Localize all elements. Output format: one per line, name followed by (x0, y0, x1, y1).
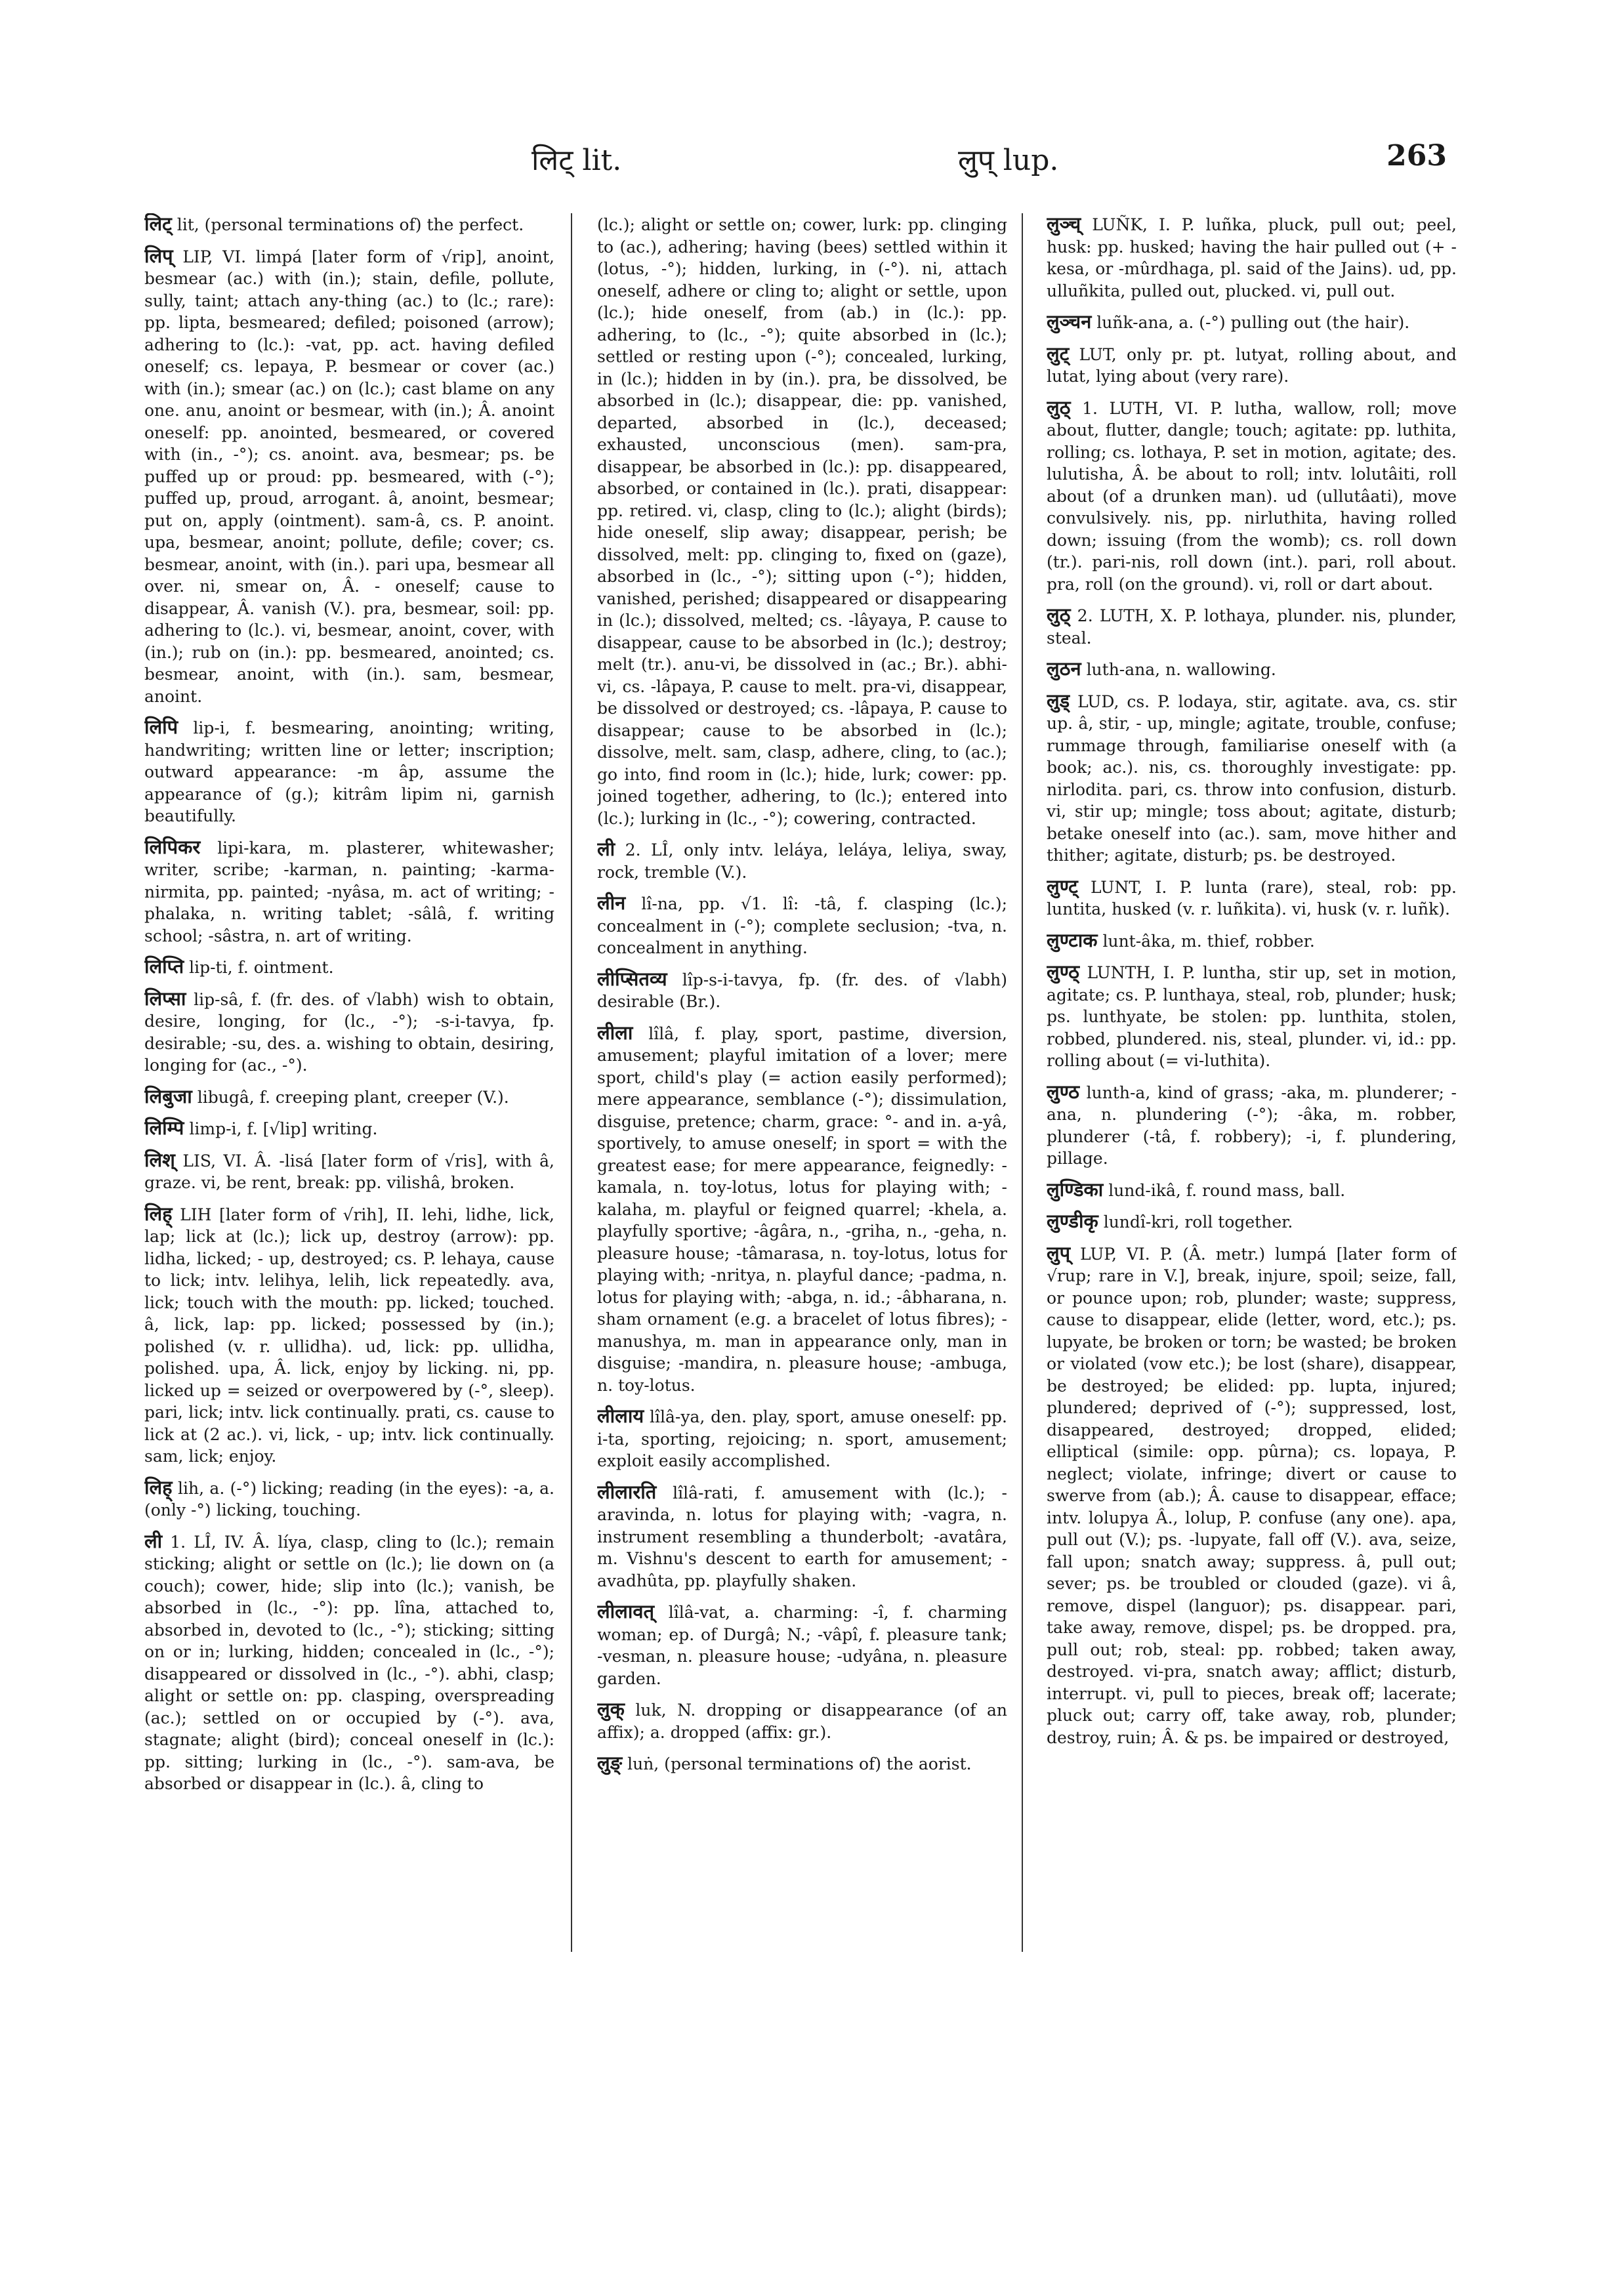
entry-headword: लुण्ठ् (1047, 961, 1079, 983)
dictionary-entry (597, 1481, 1007, 1592)
entry-headword: लिप्सा (144, 987, 186, 1010)
entry-headword: लुङ् (597, 1752, 623, 1774)
entry-text: LUD, cs. P. lodaya, stir, agitate. ava, cs. stir up. â, stir, - up, mingle; agitate, trouble, confuse; rummage through, familiarise oneself with (a book; ac.). nis, cs. thoroughly investigate: pp. nirlodita. pari, cs. throw into confusion, disturb. vi, stir up; mingle; toss about; agitate, disturb; betake oneself into (ac.). sam, move hither and thither; agitate, disturb; ps. be destroyed. (1047, 692, 1457, 865)
running-head-center: लुप् lup. (958, 144, 1059, 177)
entry-text: LUÑK, I. P. luñka, pluck, pull out; peel, husk: pp. husked; having the hair pulled out (+ -kesa, or -mûrdhaga, pl. said of the Jains). ud, pp. ulluñkita, pulled out, plucked. vi, pull out. (1047, 215, 1457, 300)
dictionary-entry (144, 988, 554, 1077)
entry-text: LIP, VI. limpá [later form of √rip], anoint, besmear (ac.) with (in.); stain, defile, pollute, sully, taint; attach any-thing (ac.) to (lc.; rare): pp. lipta, besmeared; defiled; poisoned (arrow); adhering to (lc.): -vat, pp. act. having defiled oneself; cs. lepaya, P. besmear or cover (ac.) with (in.); smear (ac.) on (lc.); cast blame on any one. anu, anoint or besmear, with (in.); Â. anoint oneself: pp. anointed, besmeared, or covered with (in., -°); cs. anoint. ava, besmear; ps. be puffed up or proud: pp. besmeared, with (-°); puffed up, proud, arrogant. â, anoint, besmear; put on, apply (ointment). sam-â, cs. P. anoint. upa, besmear, anoint; pollute, defile; cover; cs. besmear, anoint, with (in.). pari upa, besmear all over. ni, smear on, Â. - oneself; cause to disappear, Â. vanish (V.). pra, besmear, soil: pp. adhering to (lc.). vi, besmear, anoint, cover, with (in.); rub on (in.): pp. besmeared, anointed; cs. besmear, anoint, with (in.). sam, besmear, anoint. (144, 247, 554, 706)
dictionary-entry (144, 245, 554, 708)
dictionary-entry (1047, 658, 1457, 681)
entry-text: 1. LÎ, IV. Â. líya, clasp, cling to (lc.); remain sticking; alight or settle on (lc.); lie down on (a couch); cower, hide; slip into (lc.); vanish, be absorbed in (lc., -°): pp. lîna, attached to, absorbed in, devoted to (lc., -°); sticking; sitting on or in; lurking, hidden; concealed in (lc., -°); disappeared or dissolved in (lc., -°). abhi, clasp; alight or settle on: pp. clasping, overspreading (ac.); settled on or occupied by (-°). ava, stagnate; alight (bird); conceal oneself in (lc.): pp. sitting; lurking in (lc., -°). sam-ava, be absorbed or disappear in (lc.). â, cling to (144, 1532, 554, 1793)
entry-headword: लुञ्च् (1047, 213, 1081, 235)
entry-text: lund-ikâ, f. round mass, ball. (1108, 1180, 1346, 1200)
column-2 (597, 213, 1007, 2181)
entry-text: lundî-kri, roll together. (1103, 1212, 1293, 1231)
entry-text: lîlâ-rati, f. amusement with (lc.); -aravinda, n. lotus for playing with; -vagra, n. instrument resembling a thunderbolt; -avatâra, m. Vishnu's descent to earth for amusement; -avadhûta, pp. playfully shaken. (597, 1483, 1007, 1590)
entry-text: lîp-s-i-tavya, fp. (fr. des. of √labh) desirable (Br.). (597, 970, 1007, 1011)
entry-headword: लुड् (1047, 689, 1070, 712)
entry-text: LIS, VI. Â. -lisá [later form of √ris], with â, graze. vi, be rent, break: pp. vilishâ, broken. (144, 1151, 554, 1192)
page-number: 263 (1386, 139, 1447, 173)
entry-headword: लुक् (597, 1698, 625, 1720)
entry-headword: लिप्ति (144, 955, 184, 978)
dictionary-entry (597, 1601, 1007, 1689)
dictionary-entry (144, 1203, 554, 1468)
entry-text: LIH [later form of √rih], II. lehi, lidhe, lick, lap; lick at (lc.); lick up, destroy (arrow): pp. lidha, licked; - up, destroyed; cs. P. lehaya, cause to lick; intv. lelihya, lelih, lick repeatedly. ava, lick; touch with the mouth: pp. licked; touched. â, lick, lap: pp. licked; possessed by (in.); polished (v. r. ullidha). ud, lick: pp. ullidha, polished. upa, Â. lick, enjoy by licking. ni, pp. licked up = seized or overpowered by (-°, sleep). pari, lick; intv. lick continually. prati, cs. cause to lick at (2 ac.). vi, lick, - up; intv. lick continually. sam, lick; enjoy. (144, 1205, 554, 1466)
entry-headword: लिपिकर (144, 835, 201, 858)
page-header (0, 139, 1624, 185)
dictionary-entry (597, 1699, 1007, 1743)
entry-text: luñk-ana, a. (-°) pulling out (the hair). (1096, 313, 1410, 332)
dictionary-entry (1047, 876, 1457, 920)
column-1 (144, 213, 554, 2181)
entry-headword: लिप् (144, 244, 173, 267)
entry-headword: लीलारति (597, 1480, 657, 1503)
entry-text: lipi-kara, m. plasterer, whitewasher; writer, scribe; -karman, n. painting; -karma-nirmita, pp. painted; -nyâsa, m. act of writing; -phalaka, n. writing tablet; -sâlâ, f. writing school; -sâstra, n. art of writing. (144, 838, 554, 945)
entry-headword: ली (597, 838, 615, 860)
entry-text: 2. LÎ, only intv. leláya, leláya, leliya, sway, rock, tremble (V.). (597, 840, 1007, 882)
dictionary-entry (1047, 397, 1457, 596)
entry-text: LUNTH, I. P. luntha, stir up, set in motion, agitate; cs. P. lunthaya, steal, rob, plunder; husk; ps. lunthyate, be stolen: pp. lunthita, stolen, robbed, plundered. nis, steal, plunder. vi, id.: pp. rolling about (= vi-luthita). (1047, 963, 1457, 1070)
entry-text: lip-ti, f. ointment. (189, 958, 334, 977)
entry-headword: लिम्पि (144, 1117, 184, 1139)
entry-headword: लुण्टाक (1047, 928, 1098, 951)
dictionary-entry (597, 838, 1007, 883)
dictionary-entry (597, 1752, 1007, 1775)
entry-text: lip-sâ, f. (fr. des. of √labh) wish to obtain, desire, longing, for (lc., -°); -s-i-tavya, fp. desirable; -su, des. a. wishing to obtain, desiring, longing for (ac., -°). (144, 989, 554, 1075)
dictionary-entry (597, 1405, 1007, 1472)
dictionary-entry (144, 213, 554, 236)
entry-text: lunt-âka, m. thief, robber. (1102, 931, 1315, 951)
entry-text: lîlâ, f. play, sport, pastime, diversion, amusement; playful imitation of a lover; mere sport, child's play (= action easily performed); mere appearance, semblance (-°); dissimulation, disguise, pretence; charm, grace: °- and in. a-yâ, sportively, to amuse oneself; in sport = with the greatest ease; for mere appearance, feignedly: -kamala, n. toy-lotus, lotus for playing with; -kalaha, m. playful or feigned quarrel; -khela, a. playfully sportive; -âgâra, n., -griha, n., -geha, n. pleasure house; -tâmarasa, n. toy-lotus, lotus for playing with; -nritya, n. playful dance; -padma, n. lotus for playing with; -abga, n. id.; -âbharana, n. sham ornament (e.g. a bracelet of lotus fibres); -manushya, m. man in appearance only, man in disguise; -mandira, n. pleasure house; -ambuga, n. toy-lotus. (597, 1023, 1007, 1395)
entry-text: luk, N. dropping or disappearance (of an affix); a. dropped (affix: gr.). (597, 1701, 1007, 1742)
dictionary-entry (144, 1117, 554, 1140)
dictionary-entry (597, 213, 1007, 829)
entry-headword: लुण्ठ (1047, 1080, 1079, 1103)
entry-headword: लुठन (1047, 657, 1081, 680)
dictionary-entry (1047, 604, 1457, 649)
dictionary-entry (144, 716, 554, 827)
entry-headword: लिबुजा (144, 1085, 192, 1107)
dictionary-entry (597, 968, 1007, 1013)
entry-headword: लिह् (144, 1202, 173, 1225)
column-3 (1047, 213, 1457, 2181)
dictionary-entry (144, 837, 554, 947)
dictionary-entry (1047, 1081, 1457, 1170)
dictionary-entry (597, 1022, 1007, 1397)
entry-headword: लीलाय (597, 1405, 644, 1427)
entry-text: luṅ, (personal terminations of) the aorist. (627, 1754, 972, 1773)
entry-text: LUNT, I. P. lunta (rare), steal, rob: pp. luntita, husked (v. r. luñkita). vi, husk (v. r. luñk). (1047, 877, 1457, 919)
dictionary-entry (144, 1149, 554, 1194)
dictionary-entry (1047, 311, 1457, 334)
entry-text: limp-i, f. [√lip] writing. (189, 1119, 378, 1138)
entry-headword: लिश् (144, 1148, 175, 1171)
entry-headword: लुठ् (1047, 396, 1071, 419)
dictionary-entry (144, 1531, 554, 1795)
entry-headword: लिह् (144, 1476, 173, 1499)
dictionary-entry (1047, 343, 1457, 388)
dictionary-entry (1047, 930, 1457, 953)
dictionary-entry (597, 892, 1007, 959)
dictionary-entry (1047, 213, 1457, 302)
entry-headword: लुट् (1047, 342, 1070, 365)
entry-headword: ली (144, 1529, 163, 1552)
entry-text: 2. LUTH, X. P. lothaya, plunder. nis, plunder, steal. (1047, 606, 1457, 648)
entry-text: lip-i, f. besmearing, anointing; writing, handwriting; written line or letter; inscription; outward appearance: -m âp, assume the appearance of (g.); kitrâm lipim ni, garnish beautifully. (144, 718, 554, 825)
entry-headword: लुण्डीकृ (1047, 1210, 1098, 1232)
running-head-left: लिट् lit. (531, 144, 622, 177)
entry-text: lit, (personal terminations of) the perfect. (177, 215, 524, 234)
entry-text: lî-na, pp. √1. lî: -tâ, f. clasping (lc.); concealment in (-°); complete seclusion; -tva, n. concealment in anything. (597, 894, 1007, 957)
entry-text: luth-ana, n. wallowing. (1086, 660, 1276, 679)
entry-text: (lc.); alight or settle on; cower, lurk: pp. clinging to (ac.), adhering; having (bees) settled within it (lotus, -°); hidden, lurking, in (-°). ni, attach oneself, adhere or cling to; alight or settle, upon (lc.); hide oneself, from (ab.) in (lc.): pp. adhering, to (lc., -°); quite absorbed in (lc.); settled or resting upon (-°); concealed, lurking, in (lc.); hidden in by (in.). pra, be dissolved, be absorbed in (lc.); disappear, die: pp. vanished, departed, absorbed in (lc.), deceased; exhausted, unconscious (men). sam-pra, disappear, be absorbed in (lc.): pp. disappeared, absorbed, or contained in (lc.). prati, disappear: pp. retired. vi, clasp, cling to (lc.); alight (birds); hide oneself, slip away; disappear, perish; be dissolved, melt: pp. clinging to, fixed on (gaze), absorbed in (lc., -°); sitting upon (-°); hidden, vanished, perished; disappeared or disappearing in (lc.); dissolved, melted; cs. -lâyaya, P. cause to disappear, cause to be absorbed in (lc.); destroy; melt (tr.). anu-vi, be dissolved in (ac.; Br.). abhi-vi, cs. -lâpaya, P. cause to melt. pra-vi, disappear, be dissolved or destroyed; cs. -lâpaya, P. cause to disappear; cause to be absorbed in (lc.); dissolve, melt. sam, clasp, adhere, cling, to (ac.); go into, find room in (lc.); hide, lurk; cower: pp. joined together, adhering, to (lc.); entered into (lc.); lurking in (lc., -°); cowering, contracted. (597, 215, 1007, 828)
entry-headword: लिट् (144, 213, 172, 235)
entry-text: lih, a. (-°) licking; reading (in the eyes): -a, a. (only -°) licking, touching. (144, 1478, 554, 1520)
entry-headword: लुप् (1047, 1241, 1071, 1264)
dictionary-entry (1047, 690, 1457, 867)
entry-text: LUP, VI. P. (Â. metr.) lumpá [later form of √rup; rare in V.], break, injure, spoil; seize, fall, or pounce upon; rob, plunder; waste; suppress, cause to disappear, elide (letter, word, etc.); ps. lupyate, be broken or torn; be wasted; be broken or violated (vow etc.); be lost (share), disappear, be destroyed; be elided: pp. lupta, injured; plundered; deprived of (-°); suppressed, lost, disappeared, destroyed; dropped, elided; elliptical (simile: opp. pûrna); cs. lopaya, P. neglect; violate, infringe; divert or cause to swerve from (ab.); Â. cause to disappear, efface; intv. lolupya Â., lolup, P. confuse (any one). apa, pull out (V.); ps. -lupyate, fall off (V.). ava, seize, fall upon; snatch away; suppress. â, pull out; sever; ps. be troubled or clouded (gaze). vi â, remove, dispel (languor); ps. disappear. pari, take away, remove, dispel; ps. be dropped. pra, pull out; rob, steal: pp. robbed; taken away, destroyed. vi-pra, snatch away; afflict; disturb, interrupt. vi, pull to pieces, break off; lacerate; pluck out; carry off, take away, rob, plunder; destroy, ruin; Â. & ps. be impaired or destroyed, (1047, 1244, 1457, 1747)
dictionary-entry (144, 1477, 554, 1521)
dictionary-entry (144, 956, 554, 979)
entry-headword: लुठ् (1047, 604, 1071, 626)
dictionary-entry (144, 1086, 554, 1109)
entry-text: LUT, only pr. pt. lutyat, rolling about, and lutat, lying about (very rare). (1047, 344, 1457, 386)
entry-headword: लिपि (144, 716, 178, 738)
dictionary-entry (1047, 1243, 1457, 1749)
entry-text: lîlâ-ya, den. play, sport, amuse oneself: pp. i-ta, sporting, rejoicing; n. sport, amusement; exploit easily accomplished. (597, 1407, 1007, 1470)
entry-headword: लुण्ट् (1047, 875, 1078, 898)
dictionary-entry (1047, 1210, 1457, 1233)
entry-headword: लीप्सितव्य (597, 967, 667, 990)
dictionary-columns (144, 213, 1457, 2181)
entry-text: 1. LUTH, VI. P. lutha, wallow, roll; move about, flutter, dangle; touch; agitate: pp. luthita, rolling; cs. lothaya, P. set in motion, agitate; des. lulutisha, Â. be about to roll; intv. lolutâiti, roll about (of a drunken man). ud (ullutâati), move convulsively. nis, pp. nirluthita, having rolled down; issuing (from the womb); cs. roll down (tr.). pari-nis, roll down (int.). pari, roll about. pra, roll (on the ground). vi, roll or dart about. (1047, 398, 1457, 594)
entry-headword: लीला (597, 1021, 633, 1044)
entry-headword: लुण्डिका (1047, 1178, 1104, 1201)
dictionary-entry (1047, 961, 1457, 1072)
entry-headword: लीलावत् (597, 1600, 655, 1623)
entry-headword: लुञ्चन (1047, 310, 1092, 333)
dictionary-entry (1047, 1179, 1457, 1202)
entry-text: libugâ, f. creeping plant, creeper (V.). (197, 1087, 509, 1107)
entry-text: lunth-a, kind of grass; -aka, m. plunderer; -ana, n. plundering (-°); -âka, m. robber, plunderer (-tâ, f. robbery); -i, f. plundering, pillage. (1047, 1083, 1457, 1168)
entry-text: lîlâ-vat, a. charming: -î, f. charming woman; ep. of Durgâ; N.; -vâpî, f. pleasure tank; -vesman, n. pleasure house; -udyâna, n. pleasure garden. (597, 1603, 1007, 1688)
entry-headword: लीन (597, 892, 626, 914)
